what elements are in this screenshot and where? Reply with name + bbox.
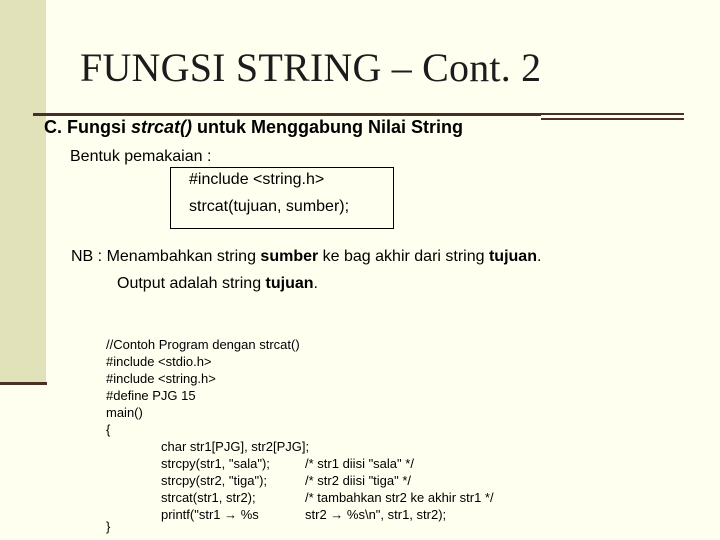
- heading-function-name: strcat(): [131, 117, 193, 137]
- note-bold-tujuan: tujuan: [488, 248, 537, 265]
- syntax-call-line: strcat(tujuan, sumber);: [189, 198, 350, 215]
- syntax-box: [170, 167, 394, 229]
- note-text: .: [536, 248, 542, 265]
- title-double-rule-bottom: [541, 118, 684, 120]
- code-inline-comment: /* str2 diisi "tiga" */: [305, 473, 412, 488]
- note-text: ke bag akhir dari string: [318, 248, 489, 265]
- code-continuation: str2 → %s\n", str1, str2);: [305, 507, 447, 522]
- code-inline-comment: /* str1 diisi "sala" */: [305, 456, 414, 471]
- code-statement: strcat(str1, str2);: [161, 490, 256, 505]
- side-bar-divider: [0, 382, 47, 385]
- code-statement: printf("str1 → %s: [161, 507, 259, 522]
- code-declaration: char str1[PJG], str2[PJG];: [161, 439, 310, 454]
- heading-prefix: C. Fungsi: [44, 117, 131, 137]
- code-statement: strcpy(str1, "sala");: [161, 456, 270, 471]
- note-line-1: [71, 248, 541, 266]
- title-double-rule-top: [541, 113, 684, 115]
- note-text: Output adalah string: [117, 275, 266, 292]
- heading-suffix: untuk Menggabung Nilai String: [192, 117, 463, 137]
- code-statement: strcpy(str2, "tiga");: [161, 473, 268, 488]
- note-text: NB : Menambahkan string: [71, 248, 261, 265]
- note-bold-tujuan: tujuan: [265, 275, 314, 292]
- code-include-stdio: #include <stdio.h>: [106, 354, 212, 369]
- code-comment: //Contoh Program dengan strcat(): [106, 337, 300, 352]
- code-inline-comment: /* tambahkan str2 ke akhir str1 */: [305, 490, 494, 505]
- usage-label: Bentuk pemakaian :: [70, 148, 212, 165]
- section-heading: [44, 117, 463, 138]
- decorative-side-bar: [0, 0, 46, 385]
- code-close-brace: }: [106, 519, 111, 534]
- slide-title: FUNGSI STRING – Cont. 2: [80, 45, 542, 90]
- note-bold-sumber: sumber: [260, 248, 319, 265]
- note-line-2: [117, 275, 318, 293]
- syntax-include-line: #include <string.h>: [189, 171, 325, 188]
- code-include-string: #include <string.h>: [106, 371, 216, 386]
- title-underline: [33, 113, 541, 116]
- note-text: .: [313, 275, 318, 292]
- code-open-brace: {: [106, 422, 111, 437]
- code-main: main(): [106, 405, 143, 420]
- code-define: #define PJG 15: [106, 388, 196, 403]
